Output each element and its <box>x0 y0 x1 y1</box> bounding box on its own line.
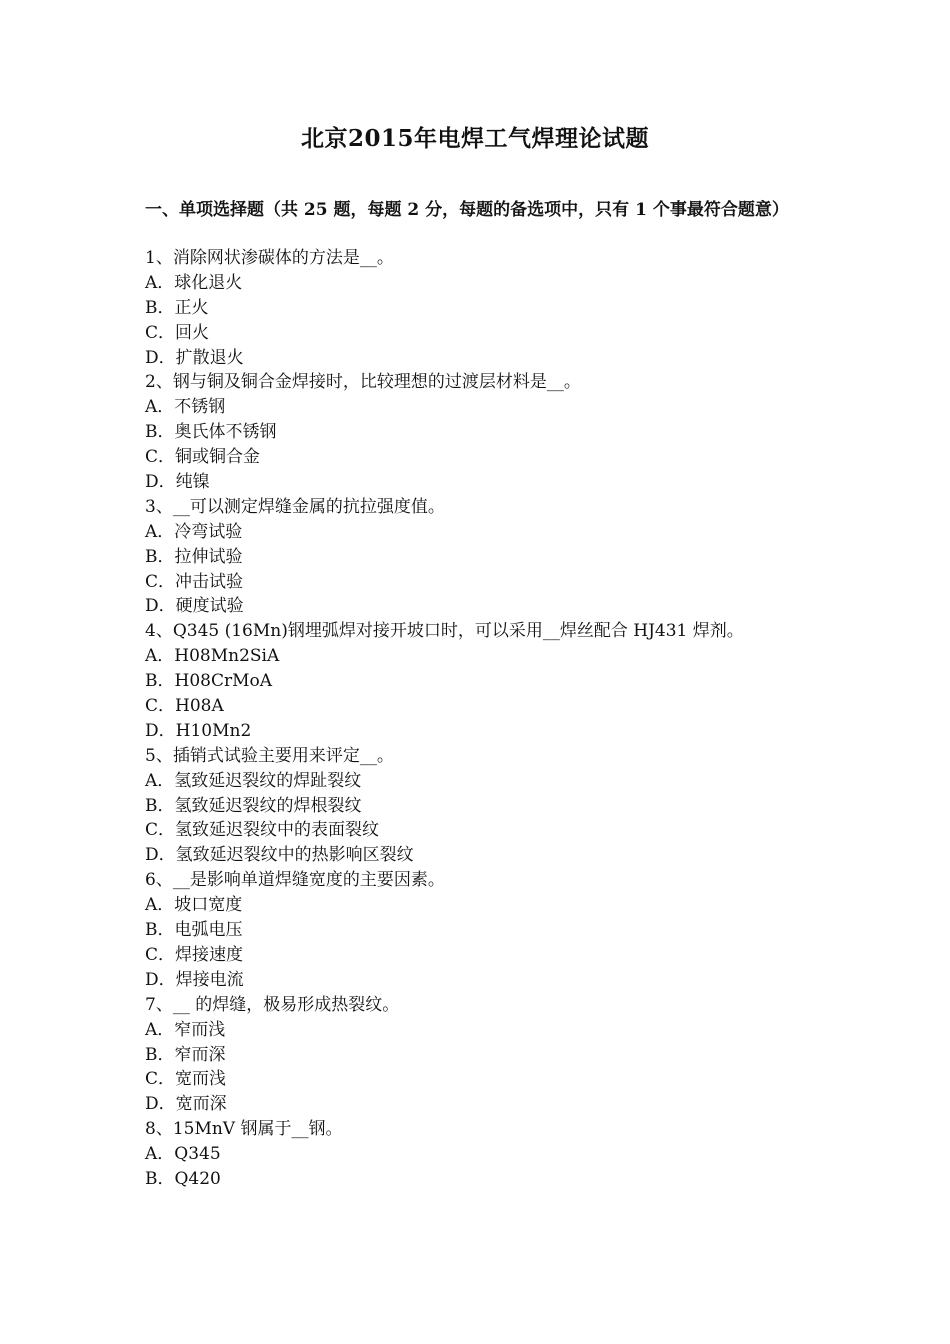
answer-option: D．焊接电流 <box>145 969 244 990</box>
answer-option: B．Q420 <box>145 1168 221 1189</box>
answer-option: A．球化退火 <box>145 272 243 293</box>
answer-option: A．冷弯试验 <box>145 521 243 542</box>
answer-option: D．硬度试验 <box>145 596 244 617</box>
answer-option: B．奥氏体不锈钢 <box>145 422 277 443</box>
answer-option: C．回火 <box>145 322 210 343</box>
document-title: 北京2015年电焊工气焊理论试题 <box>300 125 649 152</box>
question-stem: 4、Q345 (16Mn)钢埋弧焊对接开坡口时，可以采用__焊丝配合 HJ431 焊剂。 <box>145 621 744 642</box>
answer-option: A．坡口宽度 <box>145 895 243 916</box>
answer-option: C．铜或铜合金 <box>145 447 261 468</box>
question-stem: 8、15MnV 钢属于__钢。 <box>145 1119 343 1140</box>
answer-option: A．氢致延迟裂纹的焊趾裂纹 <box>145 770 362 791</box>
answer-option: A．不锈钢 <box>145 397 226 418</box>
question-stem: 1、消除网状渗碳体的方法是__。 <box>145 248 394 268</box>
answer-option: D．纯镍 <box>145 472 210 493</box>
answer-option: C．氢致延迟裂纹中的表面裂纹 <box>145 820 380 841</box>
answer-option: B．正火 <box>145 297 209 318</box>
answer-option: D．宽而深 <box>145 1094 227 1115</box>
answer-option: C．H08A <box>145 696 224 717</box>
answer-option: B．电弧电压 <box>145 920 243 941</box>
question-stem: 5、插销式试验主要用来评定__。 <box>145 745 394 766</box>
question-stem: 2、钢与铜及铜合金焊接时，比较理想的过渡层材料是__。 <box>145 372 581 393</box>
answer-option: D．氢致延迟裂纹中的热影响区裂纹 <box>145 845 414 866</box>
question-list <box>145 246 815 1192</box>
answer-option: C．宽而浅 <box>145 1069 227 1090</box>
question-stem: 7、__ 的焊缝，极易形成热裂纹。 <box>145 994 400 1015</box>
answer-option: C．冲击试验 <box>145 571 244 592</box>
answer-option: B．拉伸试验 <box>145 546 243 567</box>
question-stem: 6、__是影响单道焊缝宽度的主要因素。 <box>145 870 445 891</box>
answer-option: A．H08Mn2SiA <box>145 646 280 667</box>
answer-option: D．扩散退火 <box>145 347 244 368</box>
answer-option: A．窄而浅 <box>145 1019 226 1040</box>
answer-option: D．H10Mn2 <box>145 720 252 741</box>
answer-option: B．窄而深 <box>145 1044 226 1065</box>
answer-option: C．焊接速度 <box>145 944 244 965</box>
section-heading: 一、单项选择题（共 25 题，每题 2 分，每题的备选项中，只有 1 个事最符合题意） <box>145 200 789 220</box>
answer-option: B．H08CrMoA <box>145 671 273 692</box>
answer-option: A．Q345 <box>145 1144 221 1165</box>
answer-option: B．氢致延迟裂纹的焊根裂纹 <box>145 795 362 816</box>
question-stem: 3、__可以测定焊缝金属的抗拉强度值。 <box>145 496 445 517</box>
